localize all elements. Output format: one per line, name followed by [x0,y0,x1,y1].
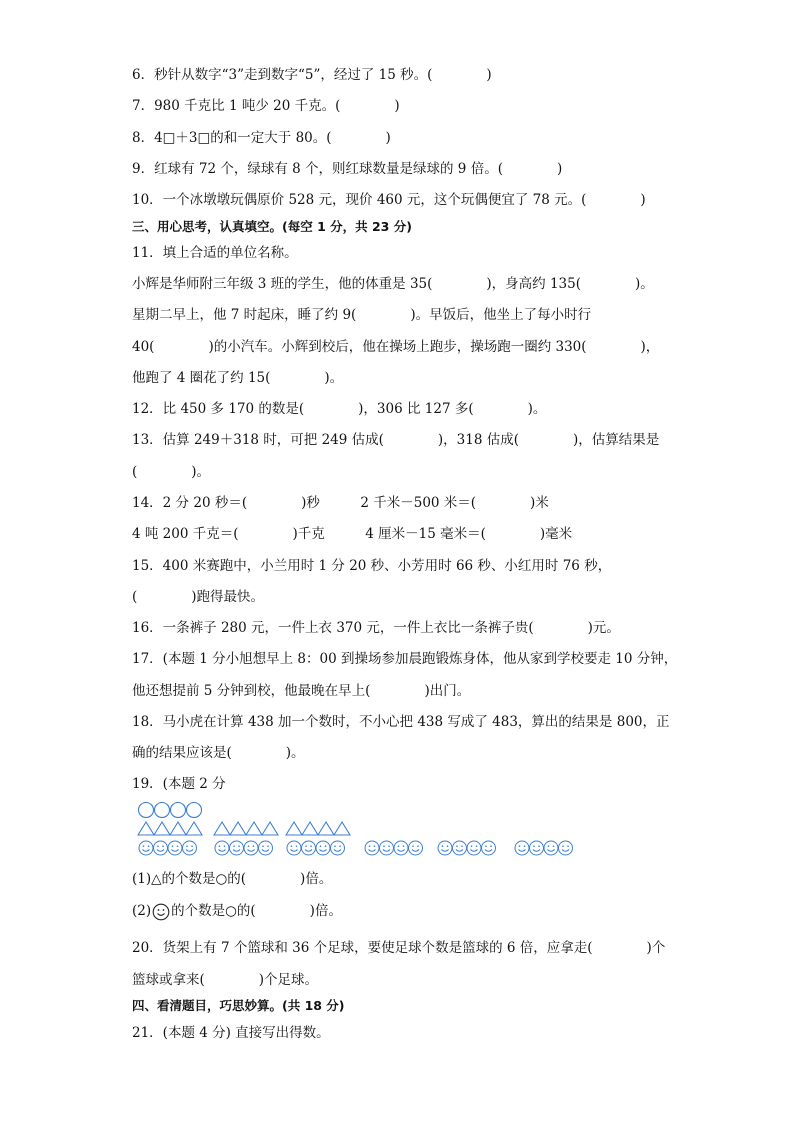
question-20: 20．货架上有 7 个篮球和 36 个足球，要使足球个数是篮球的 6 倍，应拿走( )个 [132,940,666,956]
circle-shape [187,803,202,818]
smiley-face-shape [154,841,168,855]
part-2-prefix: (2) [132,903,152,919]
question-11: 11．填上合适的单位名称。 [132,245,298,261]
circle-shape [171,803,186,818]
question-18: 18．马小虎在计算 438 加一个数时，不小心把 438 写成了 483，算出的结果是 800，正 [132,714,670,730]
triangle-shape [318,822,334,835]
question-14-line-b: 4 吨 200 千克＝( )千克 4 厘米－15 毫米＝( )毫米 [132,526,573,542]
smiley-face-shape [544,841,558,855]
question-13-line-b: ( )。 [132,464,211,480]
smiley-face-shape [482,841,496,855]
section-3-heading: 三、用心思考，认真填空。(每空 1 分，共 23 分) [132,219,412,234]
question-12: 12．比 450 多 170 的数是( )，306 比 127 多( )。 [132,401,547,417]
question-18-line-b: 确的结果应该是( )。 [132,745,305,761]
question-9: 9．红球有 72 个，绿球有 8 个，则红球数量是绿球的 9 倍。( ) [132,161,563,177]
triangle-shape [186,822,202,835]
smiley-face-shape [394,841,408,855]
triangle-shape [302,822,318,835]
question-6: 6．秒针从数字“3”走到数字“5”，经过了 15 秒。( ) [132,67,492,83]
smiley-face-shape [215,841,229,855]
question-17-line-b: 他还想提前 5 分钟到校，他最晚在早上( )出门。 [132,683,471,699]
smiley-face-shape [302,841,316,855]
triangle-shape [170,822,186,835]
smiley-face-shape [230,841,244,855]
smiley-icon [152,903,170,921]
question-19-part-2 [132,902,342,921]
smiley-face-shape [559,841,573,855]
smiley-face-shape [467,841,481,855]
smiley-face-shape [365,841,379,855]
circle-shape [139,803,154,818]
smiley-face-shape [183,841,197,855]
question-21: 21．(本题 4 分) 直接写出得数。 [132,1025,330,1041]
triangle-shape [154,822,170,835]
question-19: 19．(本题 2 分 [132,776,226,792]
smiley-face-shape [515,841,529,855]
smiley-face-shape [409,841,423,855]
question-16: 16．一条裤子 280 元，一件上衣 370 元，一件上衣比一条裤子贵( )元。 [132,620,620,636]
question-11-line-b: 星期二早上，他 7 时起床，睡了约 9( )。早饭后，他坐上了每小时行 [132,307,592,323]
smiley-face-shape [530,841,544,855]
smiley-face-shape [316,841,330,855]
section-4-heading: 四、看清题目，巧思妙算。(共 18 分) [132,998,345,1013]
part-2-suffix: 的个数是○的( )倍。 [171,903,342,919]
question-15-line-b: ( )跑得最快。 [132,589,265,605]
question-15: 15．400 米赛跑中，小兰用时 1 分 20 秒、小芳用时 66 秒、小红用时 76 秒， [132,558,612,574]
triangle-shape [262,822,278,835]
smiley-face-shape [244,841,258,855]
question-11-line-d: 他跑了 4 圈花了约 15( )。 [132,370,344,386]
smiley-face-shape [438,841,452,855]
question-17: 17．(本题 1 分小旭想早上 8：00 到操场参加晨跑锻炼身体，他从家到学校要走 10 分钟， [132,651,678,667]
question-10: 10．一个冰墩墩玩偶原价 528 元，现价 460 元，这个玩偶便宜了 78 元。( ) [132,192,646,208]
smiley-face-shape [139,841,153,855]
circle-shape [155,803,170,818]
question-13: 13．估算 249＋318 时，可把 249 估成( )，318 估成( )，估算结果是 [132,432,660,448]
triangle-shape [334,822,350,835]
question-8: 8．4□＋3□的和一定大于 80。( ) [132,130,391,146]
question-11-line-a: 小辉是华师附三年级 3 班的学生，他的体重是 35( )，身高约 135( )。 [132,276,654,292]
triangle-shape [230,822,246,835]
question-7: 7．980 千克比 1 吨少 20 千克。( ) [132,98,400,114]
triangle-shape [138,822,154,835]
question-14: 14．2 分 20 秒＝( )秒 2 千米－500 米＝( )米 [132,495,549,511]
question-19-figure [132,800,592,862]
question-11-line-c: 40( )的小汽车。小辉到校后，他在操场上跑步，操场跑一圈约 330( )， [132,339,660,355]
triangle-shape [214,822,230,835]
smiley-face-shape [331,841,345,855]
smiley-face-shape [168,841,182,855]
triangle-shape [286,822,302,835]
question-19-part-1: (1)△的个数是○的( )倍。 [132,871,333,887]
triangle-shape [246,822,262,835]
smiley-face-shape [380,841,394,855]
smiley-face-shape [259,841,273,855]
smiley-face-shape [453,841,467,855]
question-20-line-b: 篮球或拿来( )个足球。 [132,972,319,988]
smiley-face-shape [287,841,301,855]
